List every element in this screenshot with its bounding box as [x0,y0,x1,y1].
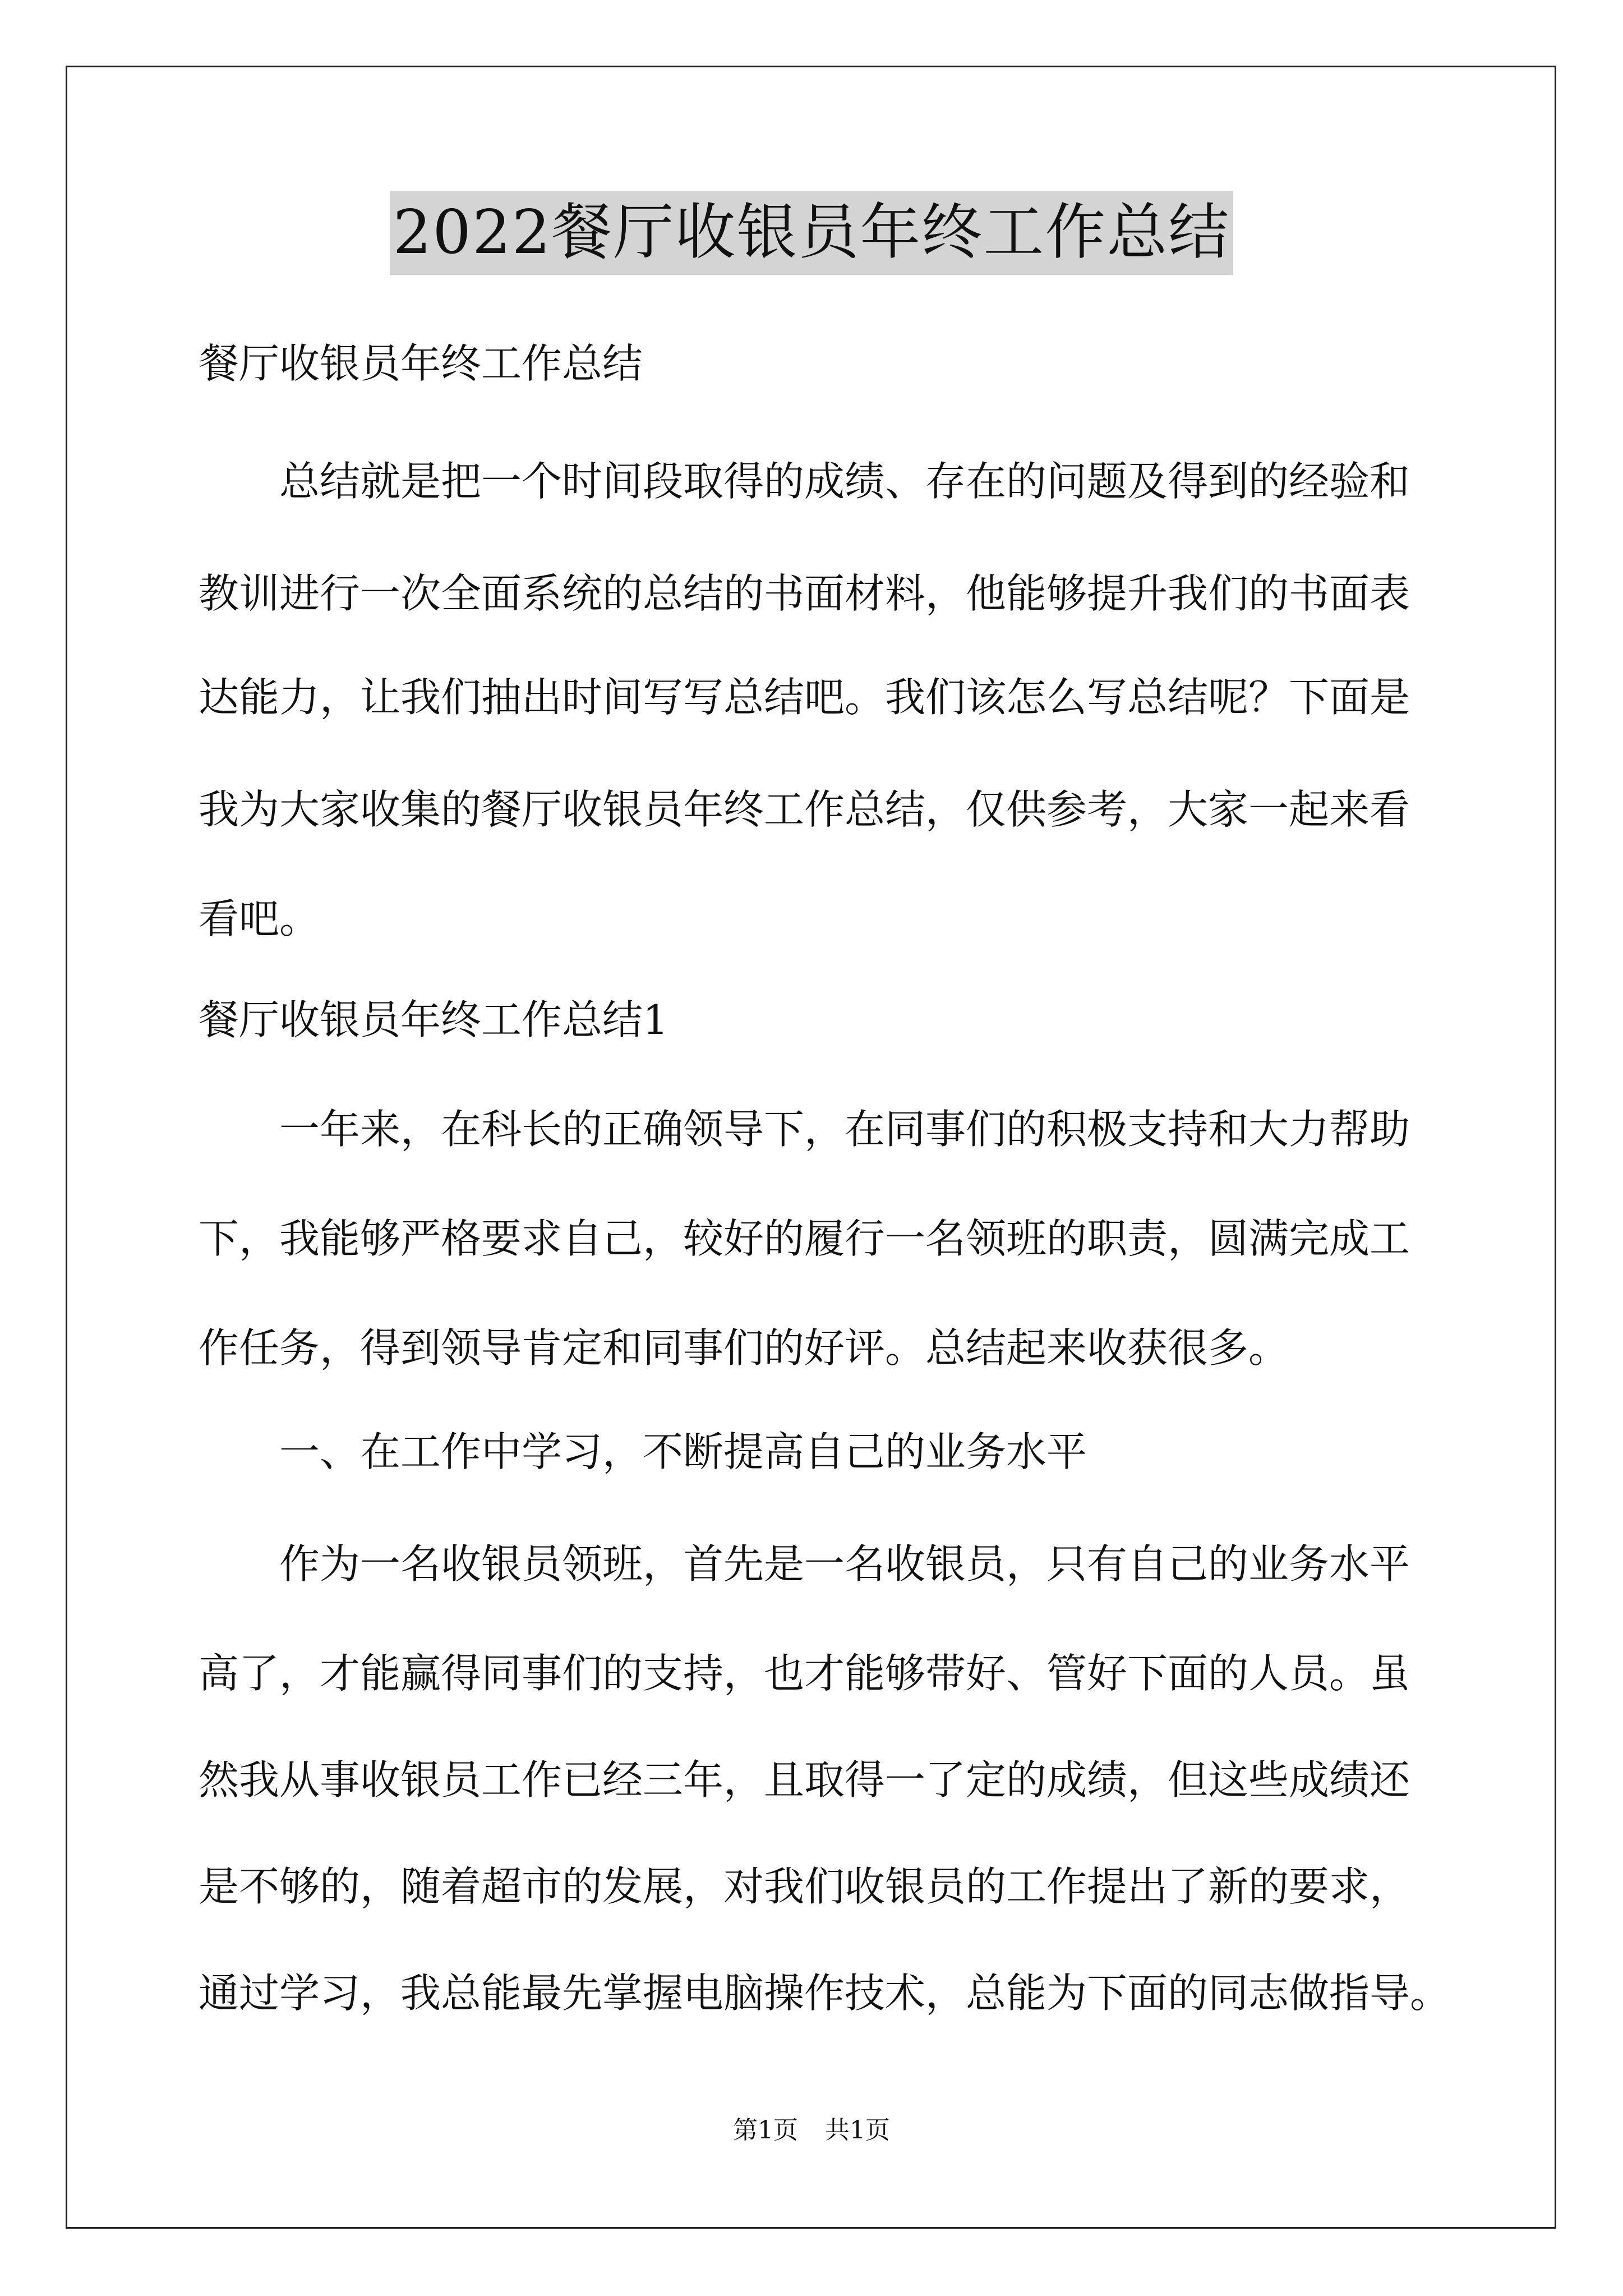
paragraph-line: 教训进行一次全面系统的总结的书面材料，他能够提升我们的书面表 [199,570,1410,617]
paragraph-line: 达能力，让我们抽出时间写写总结吧。我们该怎么写总结呢？下面是 [199,674,1410,721]
paragraph-line: 是不够的，随着超市的发展，对我们收银员的工作提出了新的要求， [199,1863,1410,1910]
paragraph-line: 作任务，得到领导肯定和同事们的好评。总结起来收获很多。 [199,1324,1289,1372]
paragraph-line: 下，我能够严格要求自己，较好的履行一名领班的职责，圆满完成工 [199,1215,1410,1262]
paragraph-line: 看吧。 [199,895,320,942]
section-heading: 餐厅收银员年终工作总结1 [199,996,668,1043]
document-title: 2022餐厅收银员年终工作总结 [390,191,1234,275]
paragraph-line: 我为大家收集的餐厅收银员年终工作总结，仅供参考，大家一起来看 [199,786,1410,833]
paragraph-line: 通过学习，我总能最先掌握电脑操作技术，总能为下面的同志做指导。 [199,1970,1451,2017]
paragraph-line: 然我从事收银员工作已经三年，且取得一了定的成绩，但这些成绩还 [199,1756,1410,1803]
page-number-current: 第1页 [733,2116,798,2145]
paragraph-line: 高了，才能赢得同事们的支持，也才能够带好、管好下面的人员。虽 [199,1650,1410,1697]
paragraph-line: 一年来，在科长的正确领导下，在同事们的积极支持和大力帮助 [199,1106,1410,1153]
subtitle-line: 餐厅收银员年终工作总结 [199,340,643,387]
paragraph-line: 总结就是把一个时间段取得的成绩、存在的问题及得到的经验和 [199,458,1410,505]
title-container [0,191,1623,275]
page-footer [0,2114,1623,2147]
subsection-heading: 一、在工作中学习，不断提高自己的业务水平 [199,1428,1087,1475]
paragraph-line: 作为一名收银员领班，首先是一名收银员，只有自己的业务水平 [199,1540,1410,1588]
page-number-total: 共1页 [825,2116,890,2145]
